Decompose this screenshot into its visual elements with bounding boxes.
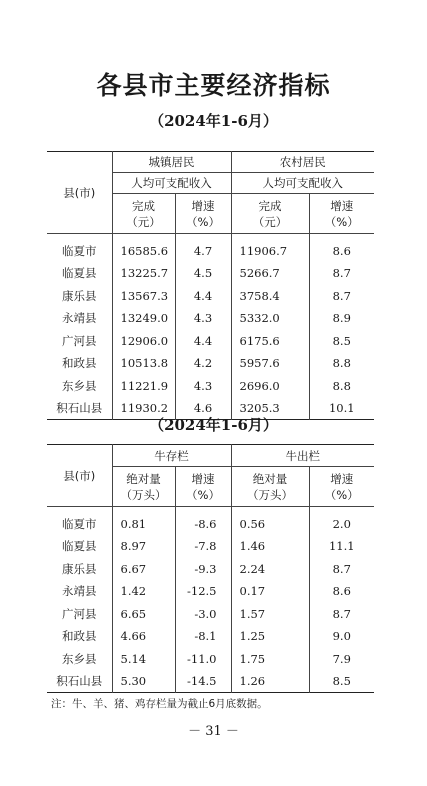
cattle-table [47, 444, 374, 693]
table-row: 永靖县 1.42 -12.5 0.17 8.6 [47, 580, 374, 603]
table-row: 广河县 6.65 -3.0 1.57 8.7 [47, 603, 374, 626]
page-title: 各县市主要经济指标 [96, 71, 331, 100]
table-row: 临夏市 16585.6 4.7 11906.7 8.6 [47, 240, 374, 263]
table-row: 康乐县 6.67 -9.3 2.24 8.7 [47, 558, 374, 581]
table-row: 临夏县 8.97 -7.8 1.46 11.1 [47, 535, 374, 558]
table-row: 和政县 10513.8 4.2 5957.6 8.8 [47, 352, 374, 375]
table-row: 康乐县 13567.3 4.4 3758.4 8.7 [47, 285, 374, 308]
footnote: 注：牛、羊、猪、鸡存栏量为截止6月底数据。 [51, 698, 268, 710]
urban-group-line1: 城镇居民 [112, 152, 231, 173]
col-stock-amount-header: 绝对量 （万头） [112, 467, 175, 507]
col-urban-amount-header: 完成 （元） [112, 194, 175, 234]
table2-subtitle: （2024年1-6月） [149, 416, 278, 434]
cattle-slaughter-group: 牛出栏 [231, 445, 374, 467]
county-header: 县(市) [47, 152, 112, 234]
col-urban-growth-header: 增速 （%） [175, 194, 231, 234]
col-slaughter-growth-header: 增速 （%） [309, 467, 374, 507]
col-stock-growth-header: 增速 （%） [175, 467, 231, 507]
table-row: 临夏县 13225.7 4.5 5266.7 8.7 [47, 262, 374, 285]
col-rural-growth-header: 增速 （%） [309, 194, 374, 234]
col-rural-amount-header: 完成 （元） [231, 194, 309, 234]
table-row: 东乡县 5.14 -11.0 1.75 7.9 [47, 648, 374, 671]
table-row: 广河县 12906.0 4.4 6175.6 8.5 [47, 330, 374, 353]
table-row: 和政县 4.66 -8.1 1.25 9.0 [47, 625, 374, 648]
table-row: 永靖县 13249.0 4.3 5332.0 8.9 [47, 307, 374, 330]
income-table [47, 151, 374, 420]
urban-group-line2: 人均可支配收入 [112, 173, 231, 194]
rural-group-line2: 人均可支配收入 [231, 173, 374, 194]
table1-subtitle: （2024年1-6月） [149, 112, 278, 130]
table-row: 东乡县 11221.9 4.3 2696.0 8.8 [47, 375, 374, 398]
county-header: 县(市) [47, 445, 112, 507]
page-number: － 31 － [188, 724, 239, 739]
cattle-stock-group: 牛存栏 [112, 445, 231, 467]
table-row: 积石山县 11930.2 4.6 3205.3 10.1 [47, 397, 374, 420]
rural-group-line1: 农村居民 [231, 152, 374, 173]
col-slaughter-amount-header: 绝对量 （万头） [231, 467, 309, 507]
table-row: 积石山县 5.30 -14.5 1.26 8.5 [47, 670, 374, 693]
table-row: 临夏市 0.81 -8.6 0.56 2.0 [47, 513, 374, 536]
